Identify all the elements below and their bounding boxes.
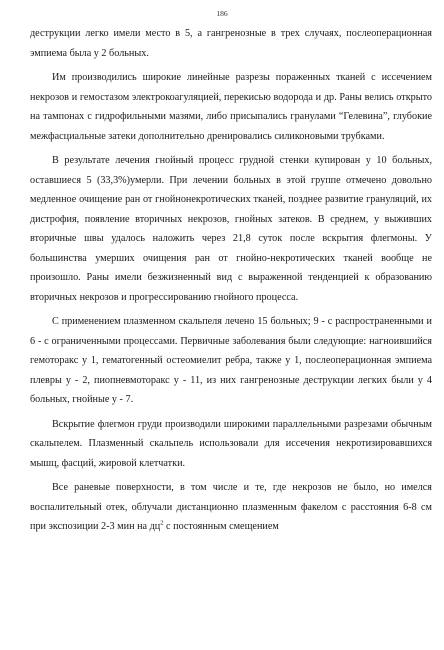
- body-text: [30, 24, 432, 542]
- paragraph-4: С применением плазменном скальпеля лечено 15 больных; 9 - с распространенными и 6 - с ограниченными процессами. Первичные заболевания были следующие: нагноившийся гемоторакс у 1, гематогенный остеомиелит ребра, также у 1, послеоперационная эмпиема плевры у - 2, пиопневмоторакс у - 11, из них гангренозные деструкции легких были у 4 больных, гнойные у - 7.: [30, 316, 432, 405]
- page-number: 186: [216, 9, 228, 18]
- paragraph-3: В результате лечения гнойный процесс грудной стенки купирован у 10 больных, оставшиеся 5 (33,3%)умерли. При лечении больных в этой группе отмечено довольно медленное очищение ран от гнойнонекротических тканей, позднее развитие грануляций, их дистрофия, появление вторичных некрозов, гнойных затеков. В среднем, у выживших вторичные швы удалось наложить через 21,8 суток после вскрытия флегмоны. У большинства умерших очищения ран от гнойно-некротических тканей вообще не произошло. Раны имели безжизненный вид с выраженной тенденцией к образованию вторичных некрозов и прогрессированию гнойного процесса.: [30, 155, 432, 303]
- superscript: 2: [160, 519, 164, 527]
- paragraph-1: деструкции легко имели место в 5, а гангренозные в трех случаях, послеоперационная эмпиема была у 2 больных.: [30, 28, 432, 59]
- paragraph-2: Им производились широкие линейные разрезы пораженных тканей с иссечением некрозов и гемостазом электрокоагуляцией, перекисью водорода и др. Раны велись открыто на тампонах с гидрофильными мазями, либо присыпались гранулами “Гелевина”, глубокие межфасциальные затеки дополнительно дренировались силиконовыми трубками.: [30, 72, 432, 142]
- paragraph-6-tail: с постоянным смещением: [163, 521, 279, 532]
- paragraph-6-text: Все раневые поверхности, в том числе и те, где некрозов не было, но имелся воспалительный отек, облучали дистанционно плазменным факелом с расстояния 6-8 см при экспозиции 2-3 мин на дц: [30, 482, 432, 532]
- paragraph-5: Вскрытие флегмон груди производили широкими параллельными разрезами обычным скальпелем. Плазменный скальпель использовали для иссечения некротизировавшихся мышц, фасций, жировой клетчатки.: [30, 418, 432, 469]
- paragraph-6: [30, 478, 432, 537]
